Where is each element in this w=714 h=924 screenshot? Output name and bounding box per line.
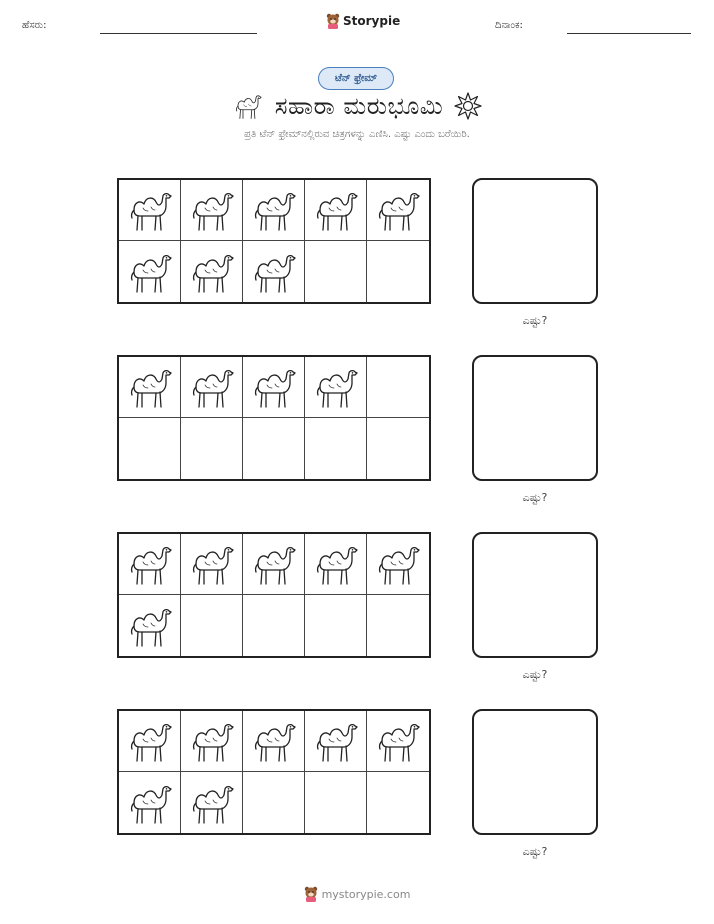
frame-cell: [367, 595, 429, 656]
frame-cell: [305, 357, 367, 418]
frame-cell: [305, 711, 367, 772]
camel-icon: [126, 363, 174, 411]
camel-icon: [250, 717, 298, 765]
answer-box-3[interactable]: [472, 532, 598, 658]
camel-icon: [126, 602, 174, 650]
ten-frame-2: [117, 355, 431, 481]
frame-cell: [181, 241, 243, 302]
sun-icon: [453, 91, 483, 121]
brand-name: Storypie: [343, 14, 401, 28]
camel-icon: [250, 248, 298, 296]
name-label: ಹೆಸರು:: [22, 20, 47, 31]
camel-icon: [126, 717, 174, 765]
name-line[interactable]: [100, 33, 257, 34]
frame-cell: [119, 711, 181, 772]
frame-cell: [305, 595, 367, 656]
camel-icon: [126, 186, 174, 234]
frame-cell: [119, 418, 181, 479]
camel-icon: [374, 186, 422, 234]
answer-prompt-3: ಎಷ್ಟು?: [522, 668, 548, 681]
camel-icon: [188, 779, 236, 827]
answer-box-2[interactable]: [472, 355, 598, 481]
frame-cell: [181, 772, 243, 833]
frame-cell: [243, 534, 305, 595]
camel-icon: [188, 717, 236, 765]
camel-icon: [312, 717, 360, 765]
date-label: ದಿನಾಂಕ:: [495, 20, 523, 31]
camel-icon: [312, 186, 360, 234]
frame-cell: [367, 241, 429, 302]
title-row: [0, 91, 714, 121]
camel-icon: [126, 248, 174, 296]
frame-cell: [119, 595, 181, 656]
bear-logo-icon: [304, 886, 318, 902]
badge-label: ಟೆನ್ ಫ್ರೇಮ್: [334, 73, 378, 84]
camel-icon: [188, 540, 236, 588]
frame-cell: [243, 180, 305, 241]
frame-cell: [181, 180, 243, 241]
frame-cell: [181, 357, 243, 418]
ten-frame-badge: [318, 67, 394, 90]
frame-cell: [243, 711, 305, 772]
frame-cell: [243, 772, 305, 833]
answer-prompt-1: ಎಷ್ಟು?: [522, 314, 548, 327]
camel-icon: [250, 363, 298, 411]
frame-cell: [305, 534, 367, 595]
answer-box-4[interactable]: [472, 709, 598, 835]
ten-frame-3: [117, 532, 431, 658]
frame-cell: [243, 595, 305, 656]
camel-icon: [312, 363, 360, 411]
frame-cell: [243, 357, 305, 418]
bear-logo-icon: [326, 13, 340, 29]
brand-logo: [326, 13, 400, 29]
frame-cell: [119, 534, 181, 595]
ten-frame-1: [117, 178, 431, 304]
frame-cell: [119, 772, 181, 833]
camel-icon: [188, 363, 236, 411]
camel-icon: [188, 248, 236, 296]
camel-icon: [250, 186, 298, 234]
footer: [0, 886, 714, 902]
frame-cell: [243, 418, 305, 479]
frame-cell: [305, 241, 367, 302]
instructions: ಪ್ರತಿ ಟೆನ್ ಫ್ರೇಮ್‌ನಲ್ಲಿರುವ ಚಿತ್ರಗಳನ್ನು ಎಣಿಸಿ. ಎಷ್ಟು ಎಂದು ಬರೆಯಿರಿ.: [244, 129, 470, 140]
camel-icon: [231, 91, 265, 121]
frame-cell: [181, 534, 243, 595]
camel-icon: [126, 540, 174, 588]
frame-cell: [305, 772, 367, 833]
date-line[interactable]: [567, 33, 691, 34]
frame-cell: [367, 772, 429, 833]
footer-url: mystorypie.com: [321, 887, 411, 901]
camel-icon: [126, 779, 174, 827]
frame-cell: [119, 180, 181, 241]
frame-cell: [367, 534, 429, 595]
answer-box-1[interactable]: [472, 178, 598, 304]
camel-icon: [374, 717, 422, 765]
frame-cell: [367, 357, 429, 418]
camel-icon: [312, 540, 360, 588]
frame-cell: [367, 711, 429, 772]
frame-cell: [367, 418, 429, 479]
answer-prompt-2: ಎಷ್ಟು?: [522, 491, 548, 504]
frame-cell: [181, 711, 243, 772]
frame-cell: [367, 180, 429, 241]
camel-icon: [374, 540, 422, 588]
frame-cell: [181, 595, 243, 656]
frame-cell: [305, 180, 367, 241]
frame-cell: [119, 241, 181, 302]
frame-cell: [119, 357, 181, 418]
ten-frame-4: [117, 709, 431, 835]
frame-cell: [305, 418, 367, 479]
page-title: ಸಹಾರಾ ಮರುಭೂಮಿ: [274, 92, 444, 120]
answer-prompt-4: ಎಷ್ಟು?: [522, 845, 548, 858]
camel-icon: [188, 186, 236, 234]
frame-cell: [181, 418, 243, 479]
frame-cell: [243, 241, 305, 302]
camel-icon: [250, 540, 298, 588]
